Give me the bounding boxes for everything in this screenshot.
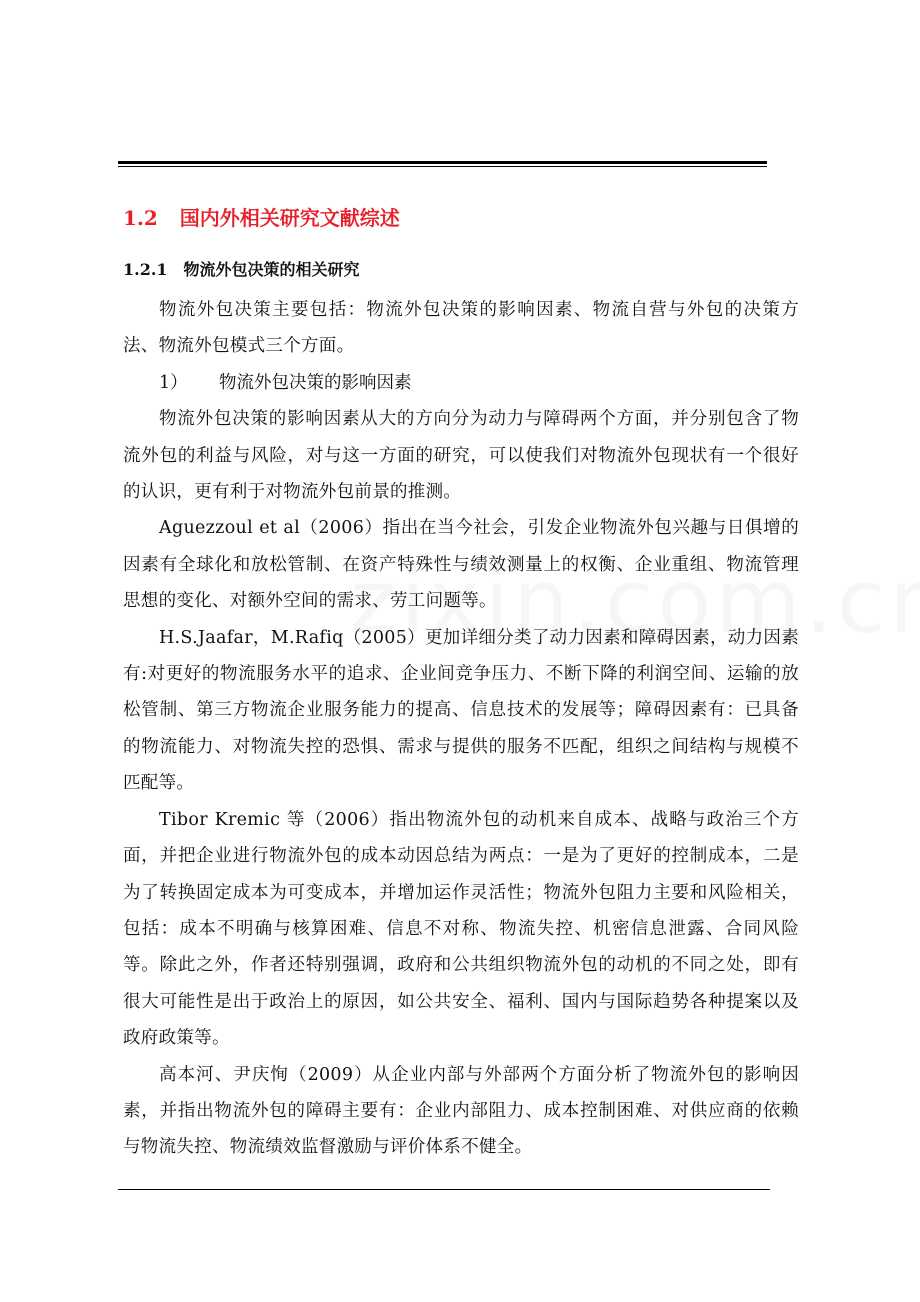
intro-paragraph: 物流外包决策主要包括：物流外包决策的影响因素、物流自营与外包的决策方法、物流外包模式三个方面。	[123, 300, 799, 357]
list-item-marker: 1）	[159, 372, 188, 393]
paragraph: H.S.Jaafar，M.Rafiq（2005）更加详细分类了动力因素和障碍因素，动力因素有:对更好的物流服务水平的追求、企业间竞争压力、不断下降的利润空间、运输的放松管制、第三方物流企业服务能力的提高、信息技术的发展等；障碍因素有：已具备的物流能力、对物流失控的恐惧、需求与提供的服务不匹配，组织之间结构与规模不匹配等。	[123, 627, 799, 794]
section-heading	[123, 202, 400, 231]
footer-rule	[118, 1189, 770, 1190]
paragraph: 高本河、尹庆恂（2009）从企业内部与外部两个方面分析了物流外包的影响因素，并指出物流外包的障碍主要有：企业内部阻力、成本控制困难、对供应商的依赖与物流失控、物流绩效监督激励与评价体系不健全。	[123, 1064, 799, 1158]
subsection-title: 物流外包决策的相关研究	[183, 260, 360, 279]
list-item-text: 物流外包决策的影响因素	[219, 372, 412, 393]
header-rule-thin	[118, 166, 767, 167]
paragraph: 物流外包决策的影响因素从大的方向分为动力与障碍两个方面，并分别包含了物流外包的利益与风险，对与这一方面的研究，可以使我们对物流外包现状有一个很好的认识，更有利于对物流外包前景的推测。	[123, 409, 799, 503]
section-title: 国内外相关研究文献综述	[179, 206, 400, 230]
header-rule-thick	[118, 161, 767, 164]
paragraph: Aguezzoul et al（2006）指出在当今社会，引发企业物流外包兴趣与日俱增的因素有全球化和放松管制、在资产特殊性与绩效测量上的权衡、企业重组、物流管理思想的变化、对额外空间的需求、劳工问题等。	[123, 518, 799, 612]
subsection-number: 1.2.1	[123, 260, 168, 279]
body-content	[123, 292, 799, 1166]
section-number: 1.2	[123, 206, 158, 230]
list-item	[123, 365, 799, 401]
paragraph: Tibor Kremic 等（2006）指出物流外包的动机来自成本、战略与政治三个方面，并把企业进行物流外包的成本动因总结为两点：一是为了更好的控制成本，二是为了转换固定成本为可变成本，并增加运作灵活性；物流外包阻力主要和风险相关，包括：成本不明确与核算困难、信息不对称、物流失控、机密信息泄露、合同风险等。除此之外，作者还特别强调，政府和公共组织物流外包的动机的不同之处，即有很大可能性是出于政治上的原因，如公共安全、福利、国内与国际趋势各种提案以及政府政策等。	[123, 809, 799, 1049]
subsection-heading	[123, 257, 360, 280]
